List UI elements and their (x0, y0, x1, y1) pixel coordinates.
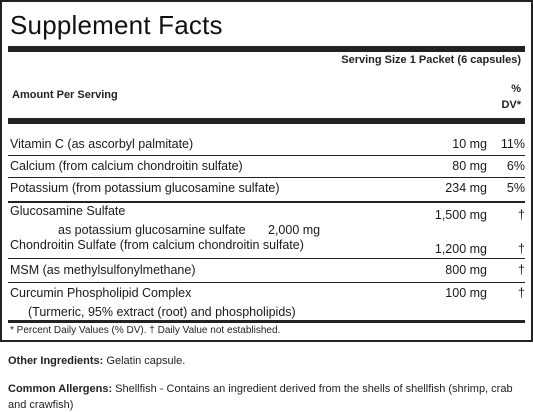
nutrient-row-calcium (2, 159, 533, 177)
percent-dv-header-line1: % (511, 83, 521, 95)
curcumin-source: (Turmeric, 95% extract (root) and phospholipids) (28, 305, 296, 319)
nutrient-amount: 10 mg (452, 137, 487, 151)
other-ingredients-label: Other Ingredients: (8, 355, 104, 367)
nutrient-name: Potassium (from potassium glucosamine sulfate) (10, 181, 280, 195)
nutrient-dv: 11% (500, 137, 525, 151)
nutrient-dv: † (518, 242, 525, 256)
other-ingredients (8, 355, 185, 367)
nutrient-row-glucosamine (2, 204, 533, 222)
percent-dv-header (491, 81, 521, 113)
nutrient-dv: 6% (506, 159, 525, 173)
row-divider (8, 282, 525, 283)
nutrient-name: Glucosamine Sulfate (10, 204, 126, 218)
allergens-text: Shellfish - Contains an ingredient derived from the shells of shellfish (shrimp, crab and crawfish) (8, 383, 513, 411)
nutrient-amount: 1,500 mg (434, 208, 487, 222)
nutrient-amount: 1,200 mg (434, 242, 487, 256)
nutrient-amount: 800 mg (445, 263, 487, 277)
glucosamine-source-amount: 2,000 mg (268, 223, 321, 237)
glucosamine-source: as potassium glucosamine sulfate (58, 223, 246, 237)
nutrient-name: MSM (as methylsulfonylmethane) (10, 263, 196, 277)
nutrient-row-vitamin-c (2, 137, 533, 155)
dv-footnote: * Percent Daily Values (% DV). † Daily Value not established. (10, 325, 281, 336)
row-divider (8, 177, 525, 178)
nutrient-amount: 100 mg (445, 286, 487, 300)
percent-dv-header-line2: DV* (501, 99, 521, 111)
panel-title: Supplement Facts (10, 10, 223, 40)
nutrient-dv: † (518, 263, 525, 277)
section-divider (8, 201, 525, 203)
common-allergens (8, 381, 528, 412)
nutrient-row-curcumin (2, 286, 533, 304)
nutrient-name: Chondroitin Sulfate (from calcium chondroitin sulfate) (10, 238, 304, 252)
nutrient-name: Calcium (from calcium chondroitin sulfate) (10, 159, 243, 173)
thick-divider-bottom (8, 320, 525, 323)
nutrient-row-msm (2, 263, 533, 281)
row-divider (8, 258, 525, 259)
nutrient-row-potassium (2, 181, 533, 199)
amount-per-serving-header: Amount Per Serving (12, 89, 118, 101)
nutrient-name: Vitamin C (as ascorbyl palmitate) (10, 137, 194, 151)
thick-divider-top (8, 46, 525, 52)
nutrient-name: Curcumin Phospholipid Complex (10, 286, 192, 300)
nutrient-amount: 80 mg (452, 159, 487, 173)
allergens-label: Common Allergens: (8, 383, 113, 395)
thick-divider-header (8, 118, 525, 124)
nutrient-amount: 234 mg (445, 181, 487, 195)
nutrient-row-chondroitin (2, 238, 533, 256)
nutrient-dv: † (518, 286, 525, 300)
serving-size: Serving Size 1 Packet (6 capsules) (341, 54, 521, 66)
nutrient-dv: † (518, 208, 525, 222)
row-divider (8, 155, 525, 156)
other-ingredients-text: Gelatin capsule. (103, 355, 186, 367)
nutrient-dv: 5% (506, 181, 525, 195)
